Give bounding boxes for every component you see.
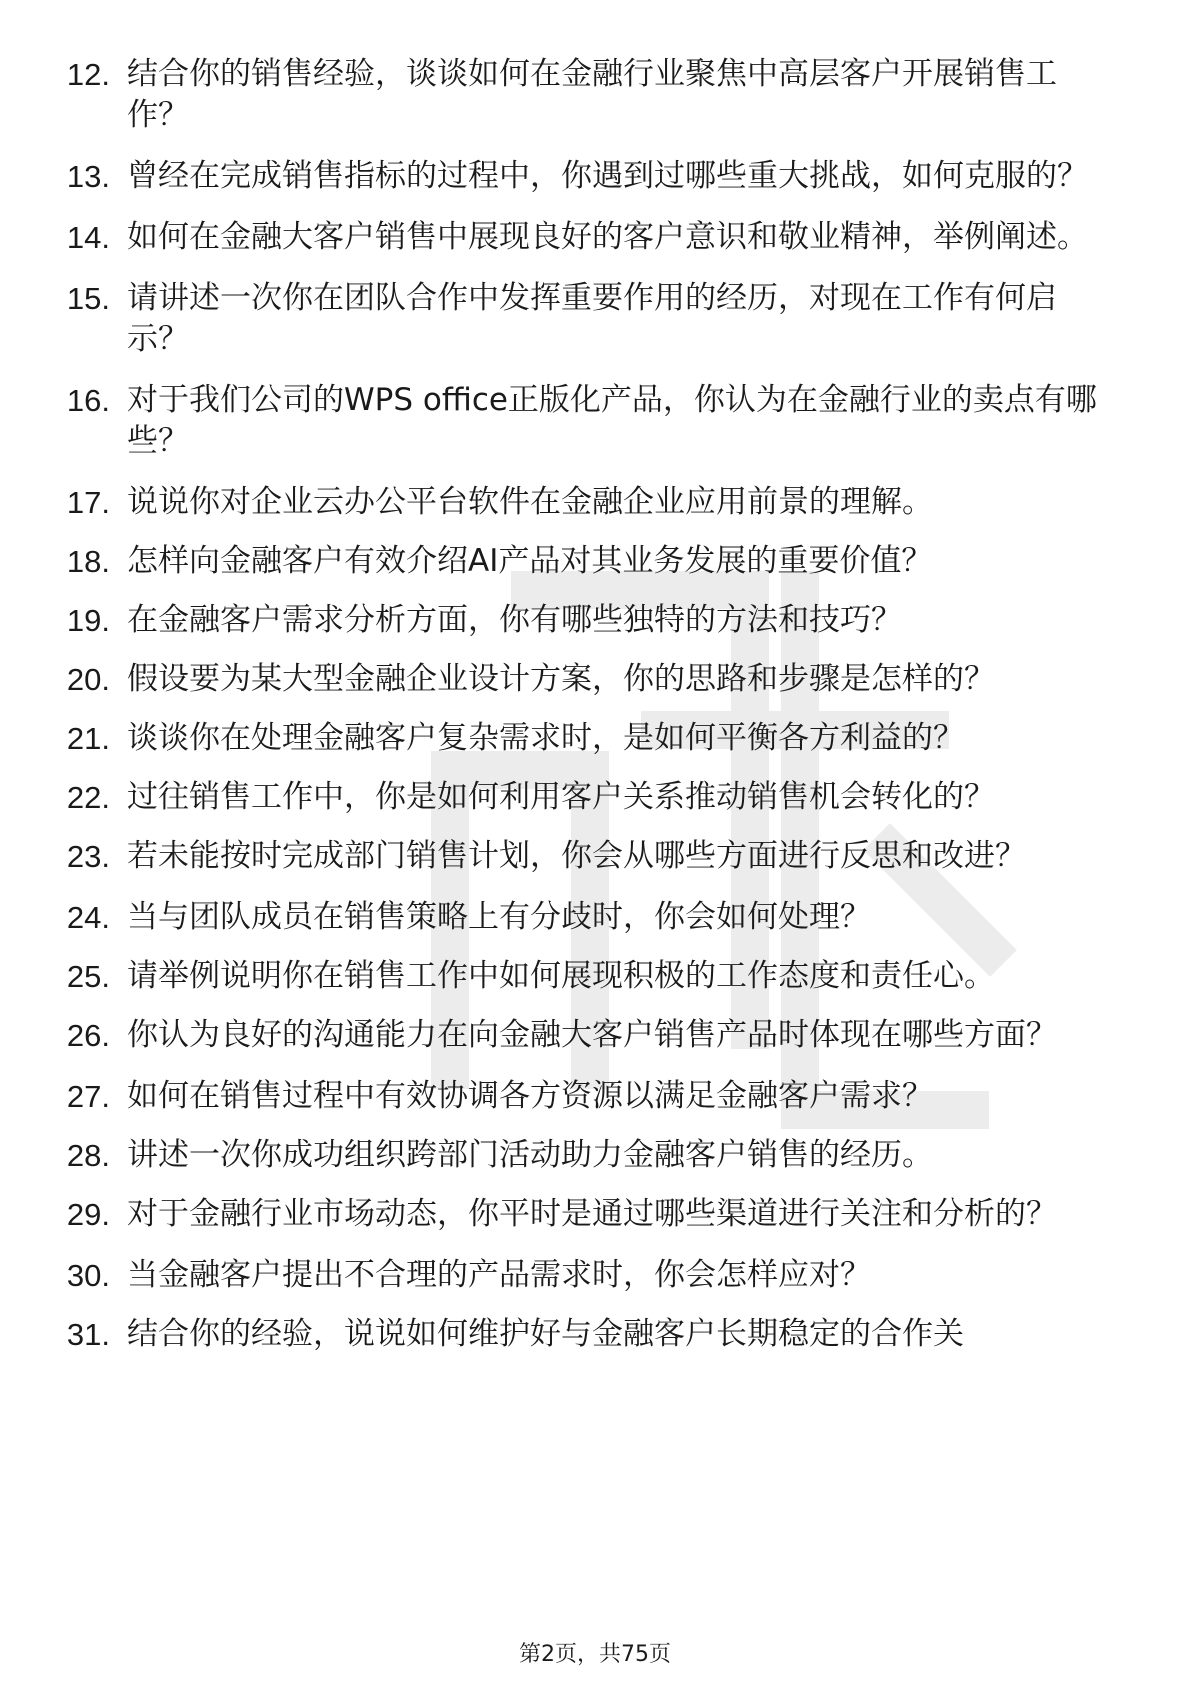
question-number: 15. bbox=[66, 281, 110, 316]
question-item bbox=[0, 380, 1190, 462]
question-number: 13. bbox=[66, 159, 110, 194]
question-text: 你认为良好的沟通能力在向金融大客户销售产品时体现在哪些方面？ bbox=[127, 1017, 1057, 1053]
question-number: 28. bbox=[66, 1138, 110, 1173]
question-item bbox=[0, 1194, 1190, 1235]
question-item bbox=[0, 217, 1190, 258]
question-text: 请讲述一次你在团队合作中发挥重要作用的经历，对现在工作有何启示？ bbox=[127, 280, 1057, 357]
question-text: 曾经在完成销售指标的过程中，你遇到过哪些重大挑战，如何克服的？ bbox=[127, 158, 1088, 194]
question-number: 23. bbox=[66, 839, 110, 874]
question-item bbox=[0, 897, 1190, 938]
question-text: 结合你的经验，说说如何维护好与金融客户长期稳定的合作关 bbox=[127, 1316, 964, 1352]
question-text: 当与团队成员在销售策略上有分歧时，你会如何处理？ bbox=[127, 899, 871, 935]
question-number: 24. bbox=[66, 900, 110, 935]
question-number: 12. bbox=[66, 57, 110, 92]
question-list bbox=[0, 54, 1190, 1373]
question-number: 19. bbox=[66, 603, 110, 638]
question-item bbox=[0, 1015, 1190, 1056]
question-item bbox=[0, 482, 1190, 523]
page-footer: 第2页，共75页 bbox=[519, 1642, 671, 1667]
question-text: 如何在金融大客户销售中展现良好的客户意识和敬业精神，举例阐述。 bbox=[127, 219, 1088, 255]
question-number: 14. bbox=[66, 220, 110, 255]
question-number: 29. bbox=[66, 1197, 110, 1232]
question-item bbox=[0, 1255, 1190, 1296]
question-item bbox=[0, 54, 1190, 136]
question-text: 若未能按时完成部门销售计划，你会从哪些方面进行反思和改进？ bbox=[127, 838, 1026, 874]
question-number: 30. bbox=[66, 1258, 110, 1293]
question-text: 请举例说明你在销售工作中如何展现积极的工作态度和责任心。 bbox=[127, 958, 995, 994]
question-item bbox=[0, 659, 1190, 700]
question-text: 谈谈你在处理金融客户复杂需求时，是如何平衡各方利益的？ bbox=[127, 720, 964, 756]
question-item bbox=[0, 156, 1190, 197]
question-text: 对于我们公司的WPS office正版化产品，你认为在金融行业的卖点有哪些？ bbox=[127, 382, 1097, 459]
question-text: 怎样向金融客户有效介绍AI产品对其业务发展的重要价值？ bbox=[127, 543, 933, 579]
question-text: 说说你对企业云办公平台软件在金融企业应用前景的理解。 bbox=[127, 484, 933, 520]
question-number: 26. bbox=[66, 1018, 110, 1053]
question-number: 21. bbox=[66, 721, 110, 756]
question-item bbox=[0, 836, 1190, 877]
question-item bbox=[0, 1135, 1190, 1176]
question-text: 讲述一次你成功组织跨部门活动助力金融客户销售的经历。 bbox=[127, 1137, 933, 1173]
question-text: 当金融客户提出不合理的产品需求时，你会怎样应对？ bbox=[127, 1257, 871, 1293]
question-item bbox=[0, 718, 1190, 759]
question-number: 22. bbox=[66, 780, 110, 815]
question-item bbox=[0, 1314, 1190, 1355]
question-item bbox=[0, 541, 1190, 582]
question-number: 17. bbox=[66, 485, 110, 520]
question-number: 16. bbox=[66, 383, 110, 418]
question-number: 18. bbox=[66, 544, 110, 579]
question-number: 27. bbox=[66, 1079, 110, 1114]
question-number: 25. bbox=[66, 959, 110, 994]
question-item bbox=[0, 1076, 1190, 1117]
question-item bbox=[0, 777, 1190, 818]
question-item bbox=[0, 600, 1190, 641]
question-text: 过往销售工作中，你是如何利用客户关系推动销售机会转化的？ bbox=[127, 779, 995, 815]
question-number: 20. bbox=[66, 662, 110, 697]
question-item bbox=[0, 956, 1190, 997]
question-text: 结合你的销售经验，谈谈如何在金融行业聚焦中高层客户开展销售工作？ bbox=[127, 56, 1057, 133]
question-text: 假设要为某大型金融企业设计方案，你的思路和步骤是怎样的？ bbox=[127, 661, 995, 697]
question-number: 31. bbox=[66, 1317, 110, 1352]
question-text: 对于金融行业市场动态，你平时是通过哪些渠道进行关注和分析的？ bbox=[127, 1196, 1057, 1232]
question-text: 在金融客户需求分析方面，你有哪些独特的方法和技巧？ bbox=[127, 602, 902, 638]
question-item bbox=[0, 278, 1190, 360]
question-text: 如何在销售过程中有效协调各方资源以满足金融客户需求？ bbox=[127, 1078, 933, 1114]
